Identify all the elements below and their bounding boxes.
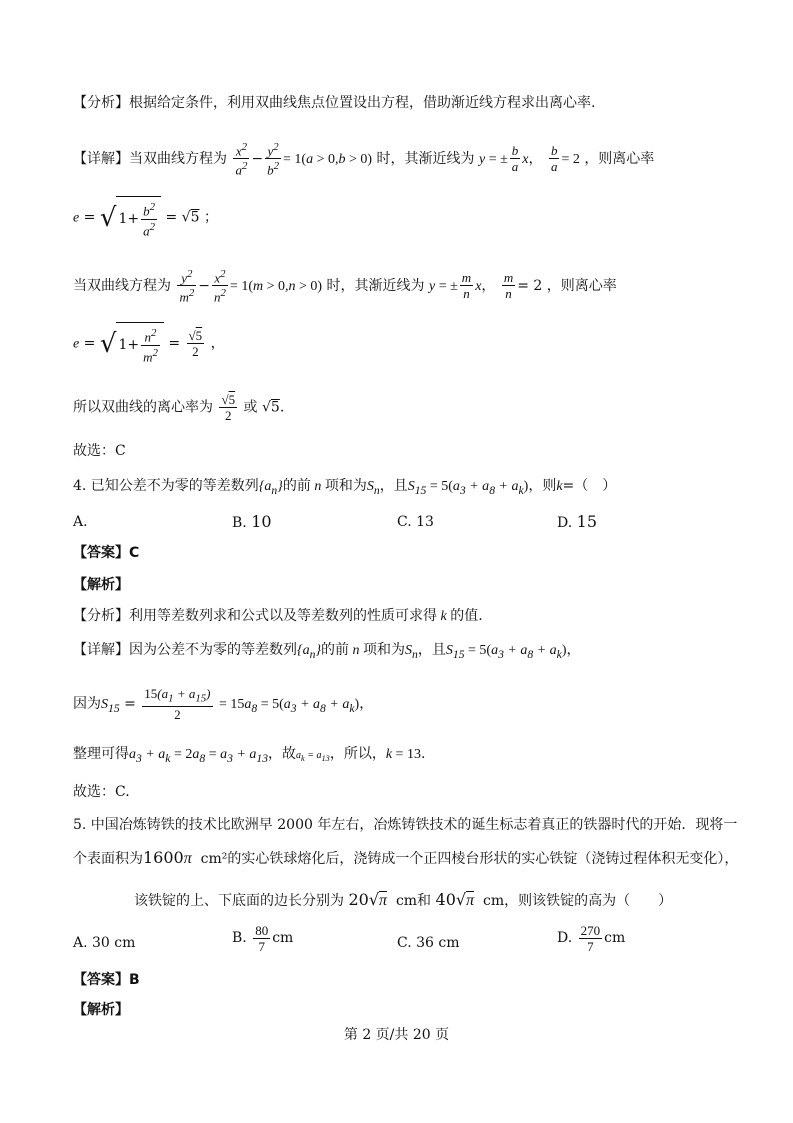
detail-tail: ，则离心率: [584, 150, 655, 167]
q4-option-b: B. 10: [232, 512, 272, 531]
fraction-b-a: $\frac{b}{a}$: [511, 143, 519, 175]
q4-choice: 故选：C.: [73, 784, 130, 800]
detail-line-1: 【详解】当双曲线方程为 $\frac{x^2}{a^2}$ − $\frac{y^2}{b^2}$ = 1(a > 0,b > 0) 时，其渐近线为 y = ± $\frac{b}{a}$ x， $\frac{b}{a}$ = 2 ，则离心率: [73, 141, 655, 178]
q4-analysis: 【分析】利用等差数列求和公式以及等差数列的性质可求得 k 的值.: [73, 608, 483, 624]
q4-answer: 【答案】C: [73, 545, 140, 561]
detail-line-2: 当双曲线方程为 $\frac{y^2}{m^2}$ − $\frac{x^2}{n^2}$ = 1(m > 0,n > 0) 时，其渐近线为 y = ± $\frac{m}{n}$ x， $\frac{m}{n}$ = 2 ，则离心率: [73, 268, 617, 305]
q5-answer: 【答案】B: [73, 972, 140, 988]
q4-because: 因为$S_{15}$ = $\frac{15(a_1 + a_{15})}{2}$ = $15a_8 = 5(a_3 + a_8 + a_k)$，: [73, 685, 374, 723]
q4-tidy: 整理可得$a_3 + a_k = 2a_8 = a_3 + a_{13}$，故$a_k = a_{13}$，所以，k = 13.: [73, 746, 426, 765]
e2-end: ，: [210, 335, 225, 352]
q4-detail: 【详解】因为公差不为零的等差数列$\{a_n\}$的前 n 项和为$S_n$，且$S_{15} = 5(a_3 + a_8 + a_k)$，: [73, 642, 581, 661]
sqrt-expression: √ 1+ $\frac{b^2}{a^2}$: [100, 196, 161, 239]
e1-end: ；: [203, 209, 218, 226]
hyperbola-condition: = 1(a > 0,b > 0): [283, 151, 373, 167]
fraction-y2-b2: $\frac{y^2}{b^2}$: [267, 141, 280, 178]
q4-option-c: C. 13: [397, 514, 434, 530]
q5-jiexi: 【解析】: [73, 1002, 129, 1018]
fraction-x2-a2: $\frac{x^2}{a^2}$: [235, 141, 248, 178]
q4-jiexi: 【解析】: [73, 577, 129, 593]
q5-option-d: D. $\frac{270}{7}$ cm: [557, 922, 626, 954]
page-footer: 第 2 页/共 20 页: [343, 1027, 450, 1043]
detail-mid: 时，其渐近线为: [376, 150, 475, 167]
q4-option-d: D. 15: [557, 512, 597, 531]
line2-tail: ，则离心率: [546, 277, 617, 294]
question-5-line-1: 5. 中国冶炼铸铁的技术比欧洲早 2000 年左右，冶炼铸铁技术的诞生标志着真正的铁器时代的开始．现将一: [73, 817, 738, 833]
question-5-line-2: 个表面积为1600π cm²的实心铁球熔化后，浇铸成一个正四棱台形状的实心铁锭（浇铸过程体积无变化），: [73, 848, 739, 867]
eccentricity-formula-1: e = √ 1+ $\frac{b^2}{a^2}$ = √5 ；: [73, 196, 218, 239]
conclusion-line: 所以双曲线的离心率为 $\frac{√5}{2}$ 或 √5.: [73, 392, 285, 423]
question-5-line-3: 该铁锭的上、下底面的边长分别为 20√π cm和 40√π cm，则该铁锭的高为（ ）: [134, 890, 673, 909]
line2-mid: 时，其渐近线为: [326, 277, 425, 294]
question-4-stem: 4. 已知公差不为零的等差数列$\{a_n\}$的前 n 项和为$S_n$，且$S_{15} = 5(a_3 + a_8 + a_k)$，则k=（ ）: [73, 478, 617, 497]
q5-option-c: C. 36 cm: [397, 935, 460, 951]
line2-lead: 当双曲线方程为: [73, 277, 171, 294]
fraction-b-a-2: $\frac{b}{a}$: [550, 143, 558, 175]
analysis-text: 【分析】根据给定条件，利用双曲线焦点位置设出方程，借助渐近线方程求出离心率.: [73, 95, 596, 111]
eccentricity-formula-2: e = √ 1+ $\frac{n^2}{m^2}$ = $\frac{√5}{2}$ ，: [73, 322, 225, 365]
q5-option-b: B. $\frac{80}{7}$ cm: [232, 922, 294, 954]
asymptote-eq: y = ±: [478, 151, 508, 167]
q4-option-a: A.: [73, 514, 88, 530]
q5-option-a: A. 30 cm: [73, 935, 136, 951]
detail-lead: 【详解】当双曲线方程为: [73, 150, 227, 167]
choice-line-1: 故选：C: [73, 443, 126, 459]
